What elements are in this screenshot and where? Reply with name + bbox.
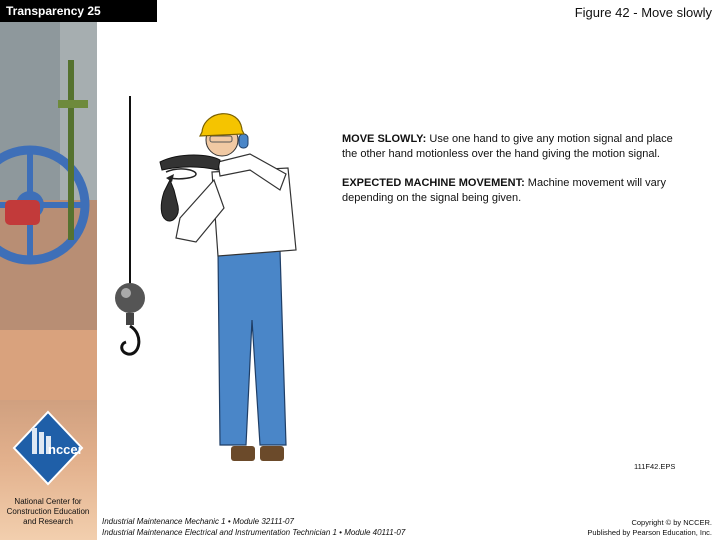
module-line-2: Industrial Maintenance Electrical and Instrumentation Technician 1 • Module 40111-07 <box>102 528 406 537</box>
move-slowly-paragraph <box>342 132 680 162</box>
nccer-logo <box>12 410 84 488</box>
transparency-label: Transparency 25 <box>6 4 101 18</box>
copyright-line-1: Copyright © by NCCER. <box>631 518 712 527</box>
module-line-1: Industrial Maintenance Mechanic 1 • Module 32111-07 <box>102 517 294 526</box>
industrial-photo <box>0 0 97 400</box>
worker-figure <box>160 114 296 461</box>
expected-movement-text: Machine movement will vary depending on the signal being given. <box>342 177 666 204</box>
expected-movement-paragraph <box>342 176 680 206</box>
figure-title: Figure 42 - Move slowly <box>574 5 712 20</box>
move-slowly-heading: MOVE SLOWLY: <box>342 133 427 145</box>
left-photo-strip <box>0 0 97 540</box>
signal-description <box>342 132 680 220</box>
crane-signal-illustration <box>100 90 330 475</box>
footer-modules <box>102 516 405 538</box>
copyright-line-2: Published by Pearson Education, Inc. <box>587 528 712 537</box>
crane-hook-icon <box>115 96 145 354</box>
move-slowly-text: Use one hand to give any motion signal and place the other hand motionless over the hand giving the motion signal. <box>342 133 673 160</box>
figure-code: 111F42.EPS <box>634 462 676 471</box>
transparency-bar <box>0 0 157 22</box>
expected-movement-heading: EXPECTED MACHINE MOVEMENT: <box>342 177 525 189</box>
logo-text: nccer <box>48 442 83 457</box>
copyright <box>587 518 712 538</box>
org-name: National Center for Construction Education and Research <box>6 497 90 526</box>
